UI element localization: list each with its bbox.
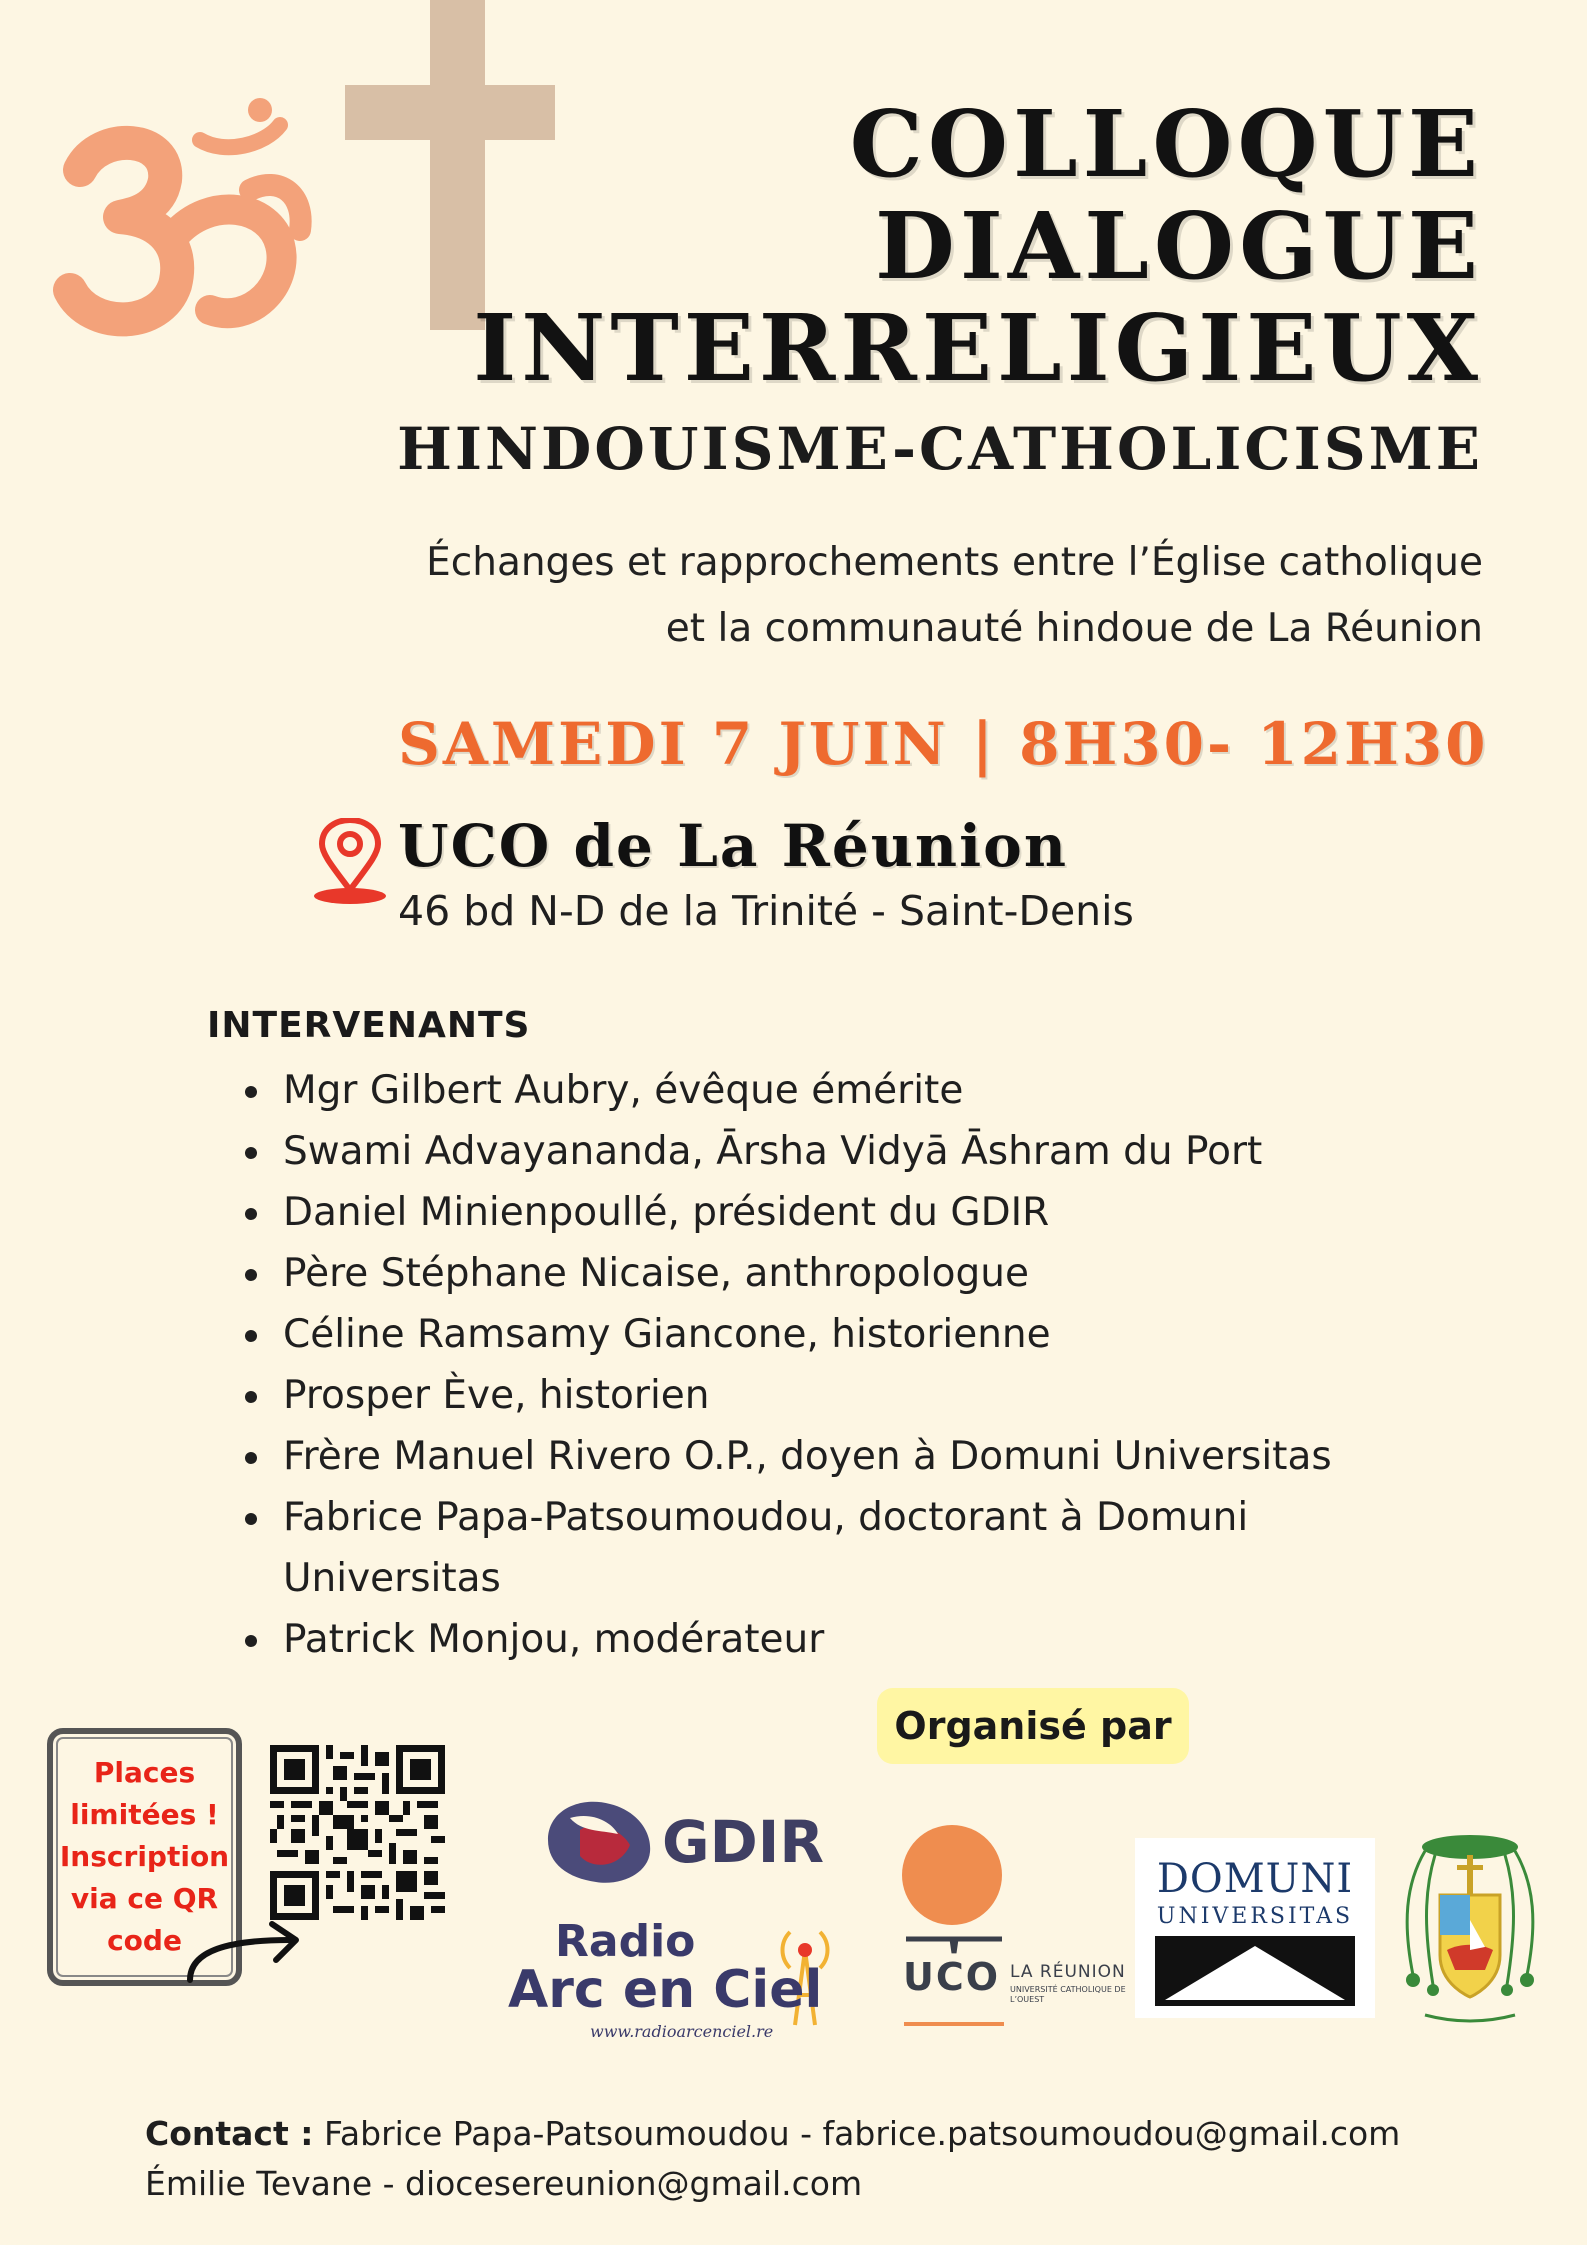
curved-arrow-icon xyxy=(180,1910,310,2000)
speaker-item: Prosper Ève, historien xyxy=(245,1365,1475,1426)
title-line-3: INTERRELIGIEUX xyxy=(473,294,1483,402)
speaker-item: Mgr Gilbert Aubry, évêque émérite xyxy=(245,1060,1475,1121)
event-date: SAMEDI 7 JUIN | 8H30- 12H30 xyxy=(398,710,1489,778)
uco-subtitle-text: UNIVERSITÉ CATHOLIQUE DE L’OUEST xyxy=(1010,1985,1126,2004)
roof-icon xyxy=(1155,1936,1355,2006)
speakers-list xyxy=(245,1060,1475,1670)
description-line-1: Échanges et rapprochements entre l’Église catholique xyxy=(426,540,1483,585)
domuni-logo-name: DOMUNI xyxy=(1156,1856,1354,1902)
registration-text: Places limitées ! Inscription via ce QR code xyxy=(59,1756,230,1957)
uco-region-text: LA RÉUNION xyxy=(1010,1962,1126,1982)
domuni-logo xyxy=(1135,1838,1375,2018)
speaker-item: Frère Manuel Rivero O.P., doyen à Domuni Universitas xyxy=(245,1426,1475,1487)
description-line-2: et la communauté hindoue de La Réunion xyxy=(665,606,1483,651)
contact-line-2[interactable]: Émilie Tevane - diocesereunion@gmail.com xyxy=(145,2164,863,2203)
speaker-item: Patrick Monjou, modérateur xyxy=(245,1609,1475,1670)
speaker-item: Céline Ramsamy Giancone, historienne xyxy=(245,1304,1475,1365)
uco-underline xyxy=(904,2022,1004,2026)
radio-logo-line-2: Arc en Ciel xyxy=(508,1960,823,2020)
venue-name: UCO de La Réunion xyxy=(398,812,1068,880)
title-line-1: COLLOQUE xyxy=(849,90,1483,198)
coat-of-arms-icon xyxy=(1385,1825,1555,2030)
contact-label: Contact : xyxy=(145,2114,314,2153)
gdir-logo-text: GDIR xyxy=(662,1808,824,1876)
venue-address: 46 bd N-D de la Trinité - Saint-Denis xyxy=(398,887,1134,935)
title-line-2: DIALOGUE xyxy=(875,192,1483,300)
speaker-item: Daniel Minienpoullé, président du GDIR xyxy=(245,1182,1475,1243)
contact-primary[interactable]: Fabrice Papa-Patsoumoudou - fabrice.patsoumoudou@gmail.com xyxy=(323,2114,1401,2153)
subtitle: HINDOUISME-CATHOLICISME xyxy=(397,415,1483,483)
speaker-item: Père Stéphane Nicaise, anthropologue xyxy=(245,1243,1475,1304)
organised-by-label: Organisé par xyxy=(877,1688,1189,1764)
radio-logo-line-1: Radio xyxy=(555,1916,696,1967)
location-pin-icon xyxy=(310,818,390,908)
domuni-logo-sub: UNIVERSITAS xyxy=(1156,1904,1354,1929)
speaker-item: Fabrice Papa-Patsoumoudou, doctorant à Domuni Universitas xyxy=(245,1487,1475,1609)
qr-code-icon[interactable] xyxy=(270,1745,445,1920)
uco-logo-text: UCO xyxy=(903,1955,1001,1999)
radio-url: www.radioarcenciel.re xyxy=(590,2022,774,2041)
contact-line-1 xyxy=(145,2114,1400,2153)
book-icon xyxy=(904,1935,1004,1955)
speaker-item: Swami Advayananda, Ārsha Vidyā Āshram du Port xyxy=(245,1121,1475,1182)
om-symbol-icon xyxy=(50,95,340,345)
uco-logo-circle xyxy=(902,1825,1002,1925)
cross-icon xyxy=(345,0,555,330)
speakers-heading: INTERVENANTS xyxy=(207,1005,531,1046)
